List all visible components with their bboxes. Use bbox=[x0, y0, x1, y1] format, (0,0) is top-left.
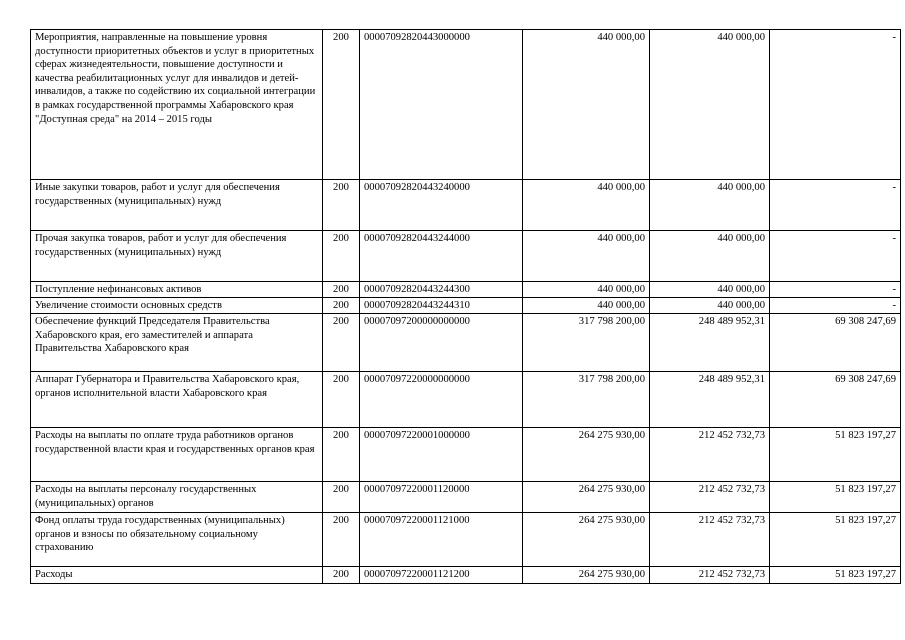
row-approved-cell: 440 000,00 bbox=[523, 180, 650, 231]
row-budget-code-cell: 00007097220001121200 bbox=[360, 567, 523, 584]
row-approved-cell: 440 000,00 bbox=[523, 231, 650, 282]
row-name-cell: Расходы на выплаты по оплате труда работников органов государственной власти края и государственных органов края bbox=[31, 428, 323, 482]
row-name-cell: Поступление нефинансовых активов bbox=[31, 282, 323, 298]
row-line-code-cell: 200 bbox=[323, 314, 360, 372]
row-executed-cell: 248 489 952,31 bbox=[650, 314, 770, 372]
row-name-cell: Расходы на выплаты персоналу государственных (муниципальных) органов bbox=[31, 482, 323, 513]
row-executed-cell: 440 000,00 bbox=[650, 231, 770, 282]
row-approved-cell: 264 275 930,00 bbox=[523, 513, 650, 567]
row-budget-code-cell: 00007097220001000000 bbox=[360, 428, 523, 482]
row-line-code-cell: 200 bbox=[323, 482, 360, 513]
row-budget-code-cell: 00007097200000000000 bbox=[360, 314, 523, 372]
table-row bbox=[31, 567, 901, 584]
row-approved-cell: 264 275 930,00 bbox=[523, 482, 650, 513]
row-budget-code-cell: 00007092820443240000 bbox=[360, 180, 523, 231]
row-name-cell: Прочая закупка товаров, работ и услуг для обеспечения государственных (муниципальных) нужд bbox=[31, 231, 323, 282]
table-row bbox=[31, 513, 901, 567]
row-name-cell: Увеличение стоимости основных средств bbox=[31, 298, 323, 314]
row-budget-code-cell: 00007092820443000000 bbox=[360, 30, 523, 180]
row-approved-cell: 317 798 200,00 bbox=[523, 314, 650, 372]
table-row bbox=[31, 298, 901, 314]
row-executed-cell: 212 452 732,73 bbox=[650, 428, 770, 482]
table-row bbox=[31, 231, 901, 282]
row-budget-code-cell: 00007097220001120000 bbox=[360, 482, 523, 513]
row-line-code-cell: 200 bbox=[323, 180, 360, 231]
row-line-code-cell: 200 bbox=[323, 30, 360, 180]
row-approved-cell: 264 275 930,00 bbox=[523, 567, 650, 584]
row-line-code-cell: 200 bbox=[323, 567, 360, 584]
row-unexecuted-cell: - bbox=[770, 30, 901, 180]
row-executed-cell: 248 489 952,31 bbox=[650, 372, 770, 428]
row-name-cell: Мероприятия, направленные на повышение уровня доступности приоритетных объектов и услуг в приоритетных сферах жизнедеятельности, повышение доступности и качества реабилитационных услуг для инвалидов и детей-инвалидов, а также по содействию их социальной интеграции в рамках государственной программы Хабаровского края "Доступная среда" на 2014 – 2015 годы bbox=[31, 30, 323, 180]
row-line-code-cell: 200 bbox=[323, 282, 360, 298]
row-budget-code-cell: 00007092820443244300 bbox=[360, 282, 523, 298]
row-name-cell: Иные закупки товаров, работ и услуг для обеспечения государственных (муниципальных) нужд bbox=[31, 180, 323, 231]
row-unexecuted-cell: - bbox=[770, 180, 901, 231]
row-approved-cell: 317 798 200,00 bbox=[523, 372, 650, 428]
row-executed-cell: 440 000,00 bbox=[650, 282, 770, 298]
row-line-code-cell: 200 bbox=[323, 428, 360, 482]
row-budget-code-cell: 00007097220001121000 bbox=[360, 513, 523, 567]
table-row bbox=[31, 428, 901, 482]
row-unexecuted-cell: - bbox=[770, 282, 901, 298]
row-unexecuted-cell: 69 308 247,69 bbox=[770, 314, 901, 372]
budget-execution-table bbox=[30, 29, 901, 584]
table-row bbox=[31, 282, 901, 298]
row-name-cell: Фонд оплаты труда государственных (муниципальных) органов и взносы по обязательному социальному страхованию bbox=[31, 513, 323, 567]
row-unexecuted-cell: 51 823 197,27 bbox=[770, 567, 901, 584]
row-unexecuted-cell: 51 823 197,27 bbox=[770, 513, 901, 567]
row-executed-cell: 212 452 732,73 bbox=[650, 513, 770, 567]
row-executed-cell: 212 452 732,73 bbox=[650, 567, 770, 584]
table-row bbox=[31, 314, 901, 372]
row-unexecuted-cell: - bbox=[770, 298, 901, 314]
row-name-cell: Обеспечение функций Председателя Правительства Хабаровского края, его заместителей и аппарата Правительства Хабаровского края bbox=[31, 314, 323, 372]
row-unexecuted-cell: 51 823 197,27 bbox=[770, 428, 901, 482]
row-executed-cell: 212 452 732,73 bbox=[650, 482, 770, 513]
row-unexecuted-cell: 51 823 197,27 bbox=[770, 482, 901, 513]
row-executed-cell: 440 000,00 bbox=[650, 30, 770, 180]
row-budget-code-cell: 00007092820443244310 bbox=[360, 298, 523, 314]
row-approved-cell: 264 275 930,00 bbox=[523, 428, 650, 482]
row-approved-cell: 440 000,00 bbox=[523, 282, 650, 298]
row-line-code-cell: 200 bbox=[323, 298, 360, 314]
table-row bbox=[31, 180, 901, 231]
row-line-code-cell: 200 bbox=[323, 513, 360, 567]
table-row bbox=[31, 482, 901, 513]
table-row bbox=[31, 30, 901, 180]
row-approved-cell: 440 000,00 bbox=[523, 298, 650, 314]
row-approved-cell: 440 000,00 bbox=[523, 30, 650, 180]
row-line-code-cell: 200 bbox=[323, 231, 360, 282]
row-name-cell: Расходы bbox=[31, 567, 323, 584]
row-unexecuted-cell: 69 308 247,69 bbox=[770, 372, 901, 428]
row-budget-code-cell: 00007097220000000000 bbox=[360, 372, 523, 428]
row-name-cell: Аппарат Губернатора и Правительства Хабаровского края, органов исполнительной власти Хабаровского края bbox=[31, 372, 323, 428]
row-line-code-cell: 200 bbox=[323, 372, 360, 428]
table-row bbox=[31, 372, 901, 428]
row-executed-cell: 440 000,00 bbox=[650, 180, 770, 231]
row-budget-code-cell: 00007092820443244000 bbox=[360, 231, 523, 282]
row-unexecuted-cell: - bbox=[770, 231, 901, 282]
row-executed-cell: 440 000,00 bbox=[650, 298, 770, 314]
